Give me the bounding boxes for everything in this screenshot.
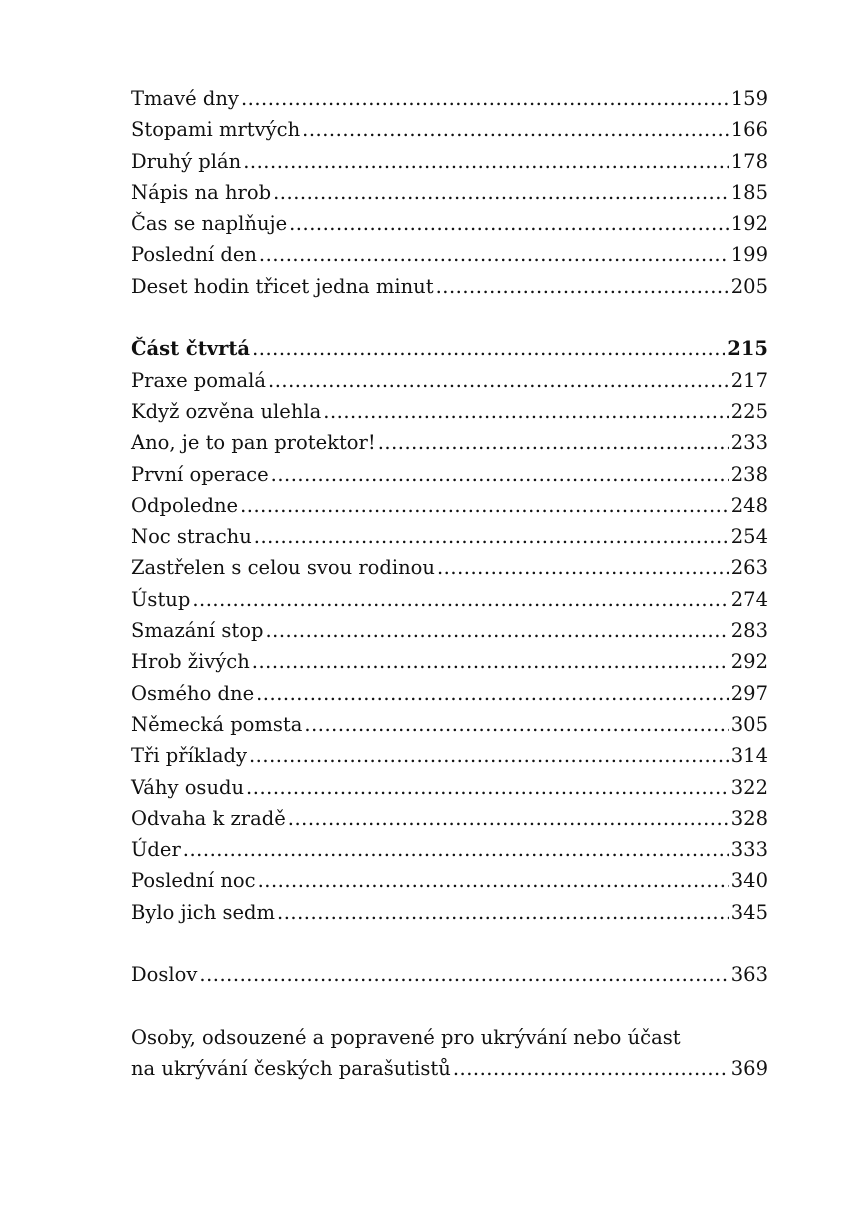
toc-leader-dots bbox=[243, 146, 729, 177]
toc-entry-page: 363 bbox=[730, 963, 768, 987]
toc-entry-page: 225 bbox=[730, 399, 768, 423]
toc-entry bbox=[131, 803, 768, 834]
toc-entry-page: 322 bbox=[730, 775, 768, 799]
toc-entry-title: Zastřelen s celou svou rodinou bbox=[131, 556, 435, 580]
toc-entry bbox=[131, 865, 768, 896]
toc-entry-title: Ústup bbox=[131, 587, 191, 611]
toc-leader-dots bbox=[240, 490, 729, 521]
toc-appendix-line-2 bbox=[131, 1053, 768, 1084]
toc-entry-page: 166 bbox=[730, 118, 768, 142]
toc-afterword bbox=[131, 959, 768, 990]
toc-entry-title: Ano, je to pan protektor! bbox=[131, 431, 376, 455]
toc-appendix-line-1: Osoby, odsouzené a popravené pro ukrývání nebo účast bbox=[131, 1025, 681, 1049]
toc-entry-title: Čas se naplňuje bbox=[131, 212, 288, 236]
toc-entry-page: 297 bbox=[730, 681, 768, 705]
toc-leader-dots bbox=[265, 615, 728, 646]
toc-entry bbox=[131, 740, 768, 771]
toc-entry-page: 283 bbox=[730, 619, 768, 643]
toc-entry bbox=[131, 584, 768, 615]
toc-entry bbox=[131, 114, 768, 145]
toc-entry bbox=[131, 239, 768, 270]
toc-leader-dots bbox=[273, 177, 729, 208]
toc-entry-page: 274 bbox=[730, 587, 768, 611]
toc-entry bbox=[131, 521, 768, 552]
toc-entry-page: 305 bbox=[730, 712, 768, 736]
toc-entry-title: Osmého dne bbox=[131, 681, 255, 705]
toc-entry bbox=[131, 365, 768, 396]
toc-entry-title: Praxe pomalá bbox=[131, 368, 267, 392]
toc-leader-dots bbox=[378, 427, 729, 458]
toc-leader-dots bbox=[288, 803, 729, 834]
toc-entry-title: Hrob živých bbox=[131, 650, 250, 674]
toc-entry-page: 292 bbox=[730, 650, 768, 674]
toc-entry bbox=[131, 772, 768, 803]
table-of-contents bbox=[131, 83, 768, 1085]
toc-entry bbox=[131, 678, 768, 709]
toc-entry-page: 345 bbox=[730, 900, 768, 924]
toc-entry bbox=[131, 834, 768, 865]
toc-entry bbox=[131, 615, 768, 646]
toc-leader-dots bbox=[199, 959, 728, 990]
toc-entry-title: Noc strachu bbox=[131, 525, 252, 549]
toc-leader-dots bbox=[453, 1053, 729, 1084]
toc-leader-dots bbox=[246, 772, 729, 803]
toc-entry bbox=[131, 396, 768, 427]
toc-entry-title: Poslední den bbox=[131, 243, 257, 267]
section-spacer bbox=[131, 928, 768, 959]
toc-leader-dots bbox=[268, 365, 729, 396]
toc-entry-page: 328 bbox=[730, 806, 768, 830]
toc-leader-dots bbox=[323, 396, 729, 427]
toc-leader-dots bbox=[259, 239, 729, 270]
toc-entry-title: Doslov bbox=[131, 963, 198, 987]
toc-section-part-four bbox=[131, 365, 768, 928]
toc-entry-title: Stopami mrtvých bbox=[131, 118, 301, 142]
toc-entry bbox=[131, 646, 768, 677]
toc-entry-page: 192 bbox=[730, 212, 768, 236]
toc-leader-dots bbox=[258, 865, 729, 896]
toc-section-part-three bbox=[131, 83, 768, 302]
toc-entry-page: 217 bbox=[730, 368, 768, 392]
toc-entry-page: 254 bbox=[730, 525, 768, 549]
toc-entry bbox=[131, 897, 768, 928]
toc-entry-page: 178 bbox=[730, 149, 768, 173]
toc-entry-title: Německá pomsta bbox=[131, 712, 303, 736]
toc-entry-page: 205 bbox=[730, 274, 768, 298]
toc-entry-title: První operace bbox=[131, 462, 269, 486]
toc-entry bbox=[131, 146, 768, 177]
section-spacer bbox=[131, 302, 768, 333]
toc-leader-dots bbox=[241, 83, 729, 114]
toc-leader-dots bbox=[249, 740, 729, 771]
toc-entry bbox=[131, 490, 768, 521]
toc-entry-page: 340 bbox=[730, 869, 768, 893]
toc-entry-page: 185 bbox=[730, 180, 768, 204]
toc-entry-title: Tři příklady bbox=[131, 744, 247, 768]
toc-entry-title: Úder bbox=[131, 838, 181, 862]
toc-entry-page: 333 bbox=[730, 838, 768, 862]
toc-entry-page: 263 bbox=[730, 556, 768, 580]
toc-leader-dots bbox=[271, 459, 729, 490]
toc-entry-title: Poslední noc bbox=[131, 869, 256, 893]
toc-entry-title: Druhý plán bbox=[131, 149, 242, 173]
toc-leader-dots bbox=[252, 646, 729, 677]
toc-entry-page: 159 bbox=[730, 87, 768, 110]
toc-entry-title: Odpoledne bbox=[131, 493, 239, 517]
toc-leader-dots bbox=[254, 521, 729, 552]
toc-entry-title: Deset hodin třicet jedna minut bbox=[131, 274, 434, 298]
toc-entry-title: Smazání stop bbox=[131, 619, 264, 643]
toc-entry-page: 314 bbox=[730, 744, 768, 768]
toc-entry-title: Když ozvěna ulehla bbox=[131, 399, 322, 423]
toc-leader-dots bbox=[252, 333, 725, 364]
toc-entry bbox=[131, 177, 768, 208]
toc-entry-title: Tmavé dny bbox=[131, 87, 239, 110]
toc-leader-dots bbox=[277, 897, 729, 928]
toc-entry-title: Nápis na hrob bbox=[131, 180, 272, 204]
toc-entry bbox=[131, 459, 768, 490]
toc-entry bbox=[131, 271, 768, 302]
toc-entry-page: 248 bbox=[730, 493, 768, 517]
toc-leader-dots bbox=[302, 114, 729, 145]
section-spacer bbox=[131, 991, 768, 1022]
toc-entry-title: na ukrývání českých parašutistů bbox=[131, 1057, 451, 1081]
toc-entry bbox=[131, 208, 768, 239]
toc-entry-title: Odvaha k zradě bbox=[131, 806, 286, 830]
toc-part-heading bbox=[131, 333, 768, 364]
toc-entry-page: 233 bbox=[730, 431, 768, 455]
toc-entry bbox=[131, 709, 768, 740]
toc-leader-dots bbox=[436, 271, 729, 302]
toc-leader-dots bbox=[256, 678, 729, 709]
toc-entry bbox=[131, 552, 768, 583]
toc-entry-title: Bylo jich sedm bbox=[131, 900, 276, 924]
toc-entry-title: Váhy osudu bbox=[131, 775, 245, 799]
toc-entry-page: 199 bbox=[730, 243, 768, 267]
toc-entry-page: 238 bbox=[730, 462, 768, 486]
toc-entry bbox=[131, 83, 768, 114]
toc-entry bbox=[131, 427, 768, 458]
toc-leader-dots bbox=[437, 552, 729, 583]
toc-part-page: 215 bbox=[727, 337, 768, 361]
toc-leader-dots bbox=[183, 834, 729, 865]
toc-leader-dots bbox=[192, 584, 728, 615]
toc-appendix bbox=[131, 1022, 768, 1085]
toc-part-title: Část čtvrtá bbox=[131, 337, 251, 361]
toc-entry-page: 369 bbox=[730, 1057, 768, 1081]
toc-leader-dots bbox=[304, 709, 728, 740]
toc-leader-dots bbox=[289, 208, 729, 239]
